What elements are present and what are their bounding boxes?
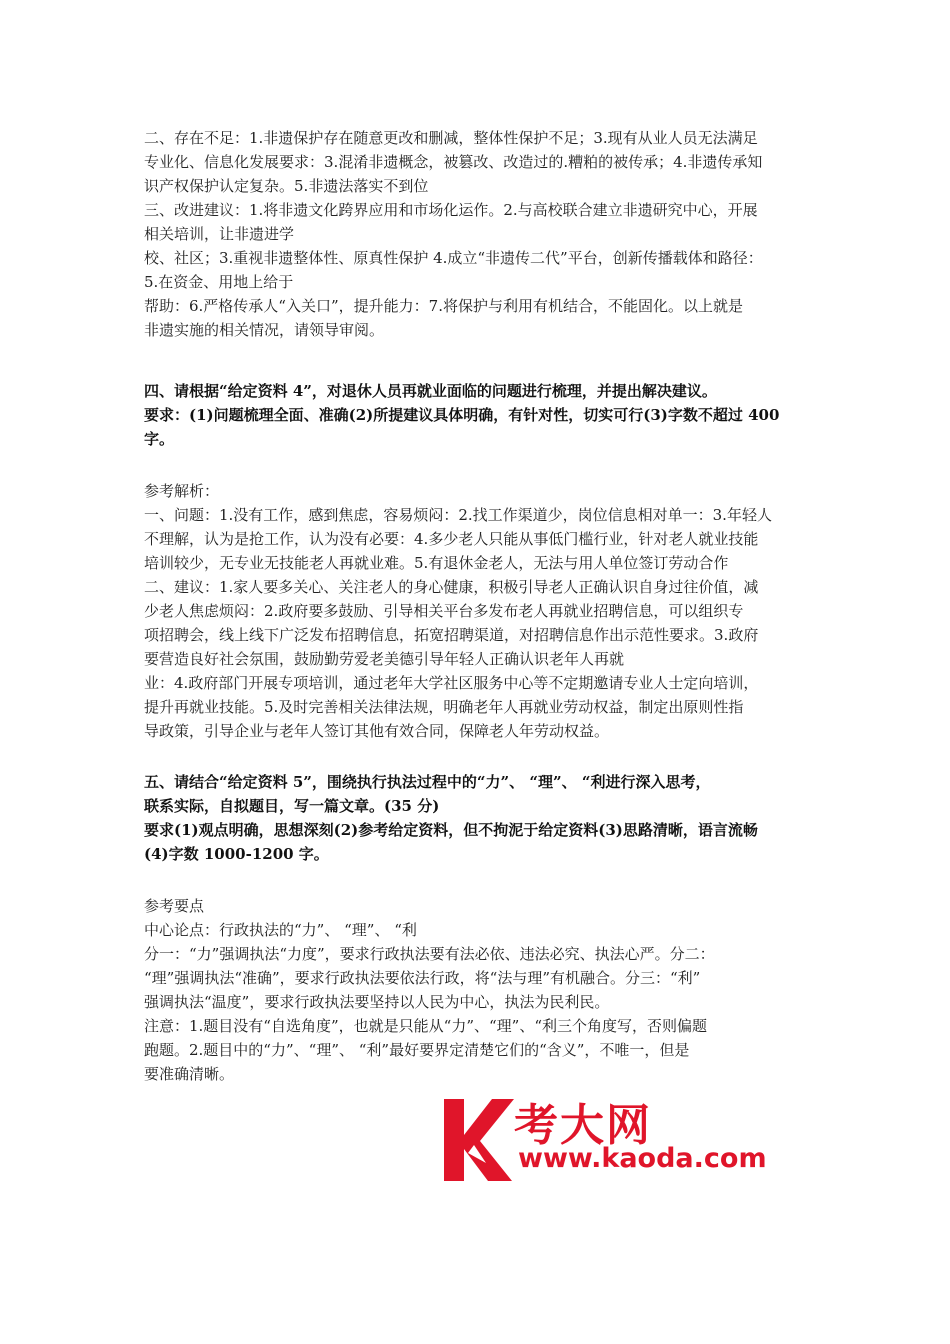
question-requirement: 字。 xyxy=(144,430,175,448)
answer-heading: 参考要点 xyxy=(144,897,205,915)
answer-4 xyxy=(144,479,816,743)
text-line: 不理解，认为是抢工作，认为没有必要：4.多少老人只能从事低门槛行业，针对老人就业技能 xyxy=(144,530,759,548)
text-line: 识产权保护认定复杂。5.非遗法落实不到位 xyxy=(144,177,429,195)
text-line: 注意：1.题目没有“自选角度”，也就是只能从“力”、“理”、“利三个角度写，否则偏题 xyxy=(144,1017,707,1035)
text-line: 项招聘会，线上线下广泛发布招聘信息，拓宽招聘渠道，对招聘信息作出示范性要求。3.政府 xyxy=(144,626,759,644)
text-line: 要营造良好社会氛围，鼓励勤劳爱老美德引导年轻人正确认识老年人再就 xyxy=(144,650,625,668)
kaoda-logo xyxy=(438,1095,768,1185)
text-line: 5.在资金、用地上给于 xyxy=(144,273,294,291)
text-line: 三、改进建议：1.将非遗文化跨界应用和市场化运作。2.与高校联合建立非遗研究中心，开展 xyxy=(144,201,758,219)
question-title: 四、请根据“给定资料 4”，对退休人员再就业面临的问题进行梳理，并提出解决建议。 xyxy=(144,382,717,400)
text-line: 专业化、信息化发展要求：3.混淆非遗概念，被篡改、改造过的.糟粕的被传承；4.非遗传承知 xyxy=(144,153,763,171)
watermark-cn-text: 考大网 xyxy=(514,1100,652,1151)
text-line: 少老人焦虑烦闷：2.政府要多鼓励、引导相关平台多发布老人再就业招聘信息，可以组织专 xyxy=(144,602,744,620)
text-line: 相关培训，让非遗进学 xyxy=(144,225,295,243)
text-line: 培训较少，无专业无技能老人再就业难。5.有退休金老人，无法与用人单位签订劳动合作 xyxy=(144,554,729,572)
watermark-url: www.kaoda.com xyxy=(518,1143,767,1174)
question-title: 联系实际，自拟题目，写一篇文章。(35 分) xyxy=(144,797,440,815)
text-line: 一、问题：1.没有工作，感到焦虑，容易烦闷：2.找工作渠道少，岗位信息相对单一：3.年轻人 xyxy=(144,506,772,524)
text-line: 导政策，引导企业与老年人签订其他有效合同，保障老人年劳动权益。 xyxy=(144,722,610,740)
document-page xyxy=(144,126,816,1086)
question-requirement: 要求：(1)问题梳理全面、准确(2)所提建议具体明确，有针对性，切实可行(3)字数不超过 400 xyxy=(144,406,780,424)
text-line: 业：4.政府部门开展专项培训，通过老年大学社区服务中心等不定期邀请专业人士定向培训， xyxy=(144,674,759,692)
text-line: 分一：“力”强调执法“力度”，要求行政执法要有法必依、违法必究、执法心严。分二： xyxy=(144,945,715,963)
question-5 xyxy=(144,770,816,866)
text-line: 跑题。2.题目中的“力”、“理”、 “利”最好要界定清楚它们的“含义”，不唯一，但是 xyxy=(144,1041,690,1059)
text-line: 二、存在不足：1.非遗保护存在随意更改和删减，整体性保护不足；3.现有从业人员无法满足 xyxy=(144,129,758,147)
question-requirement: 要求(1)观点明确，思想深刻(2)参考给定资料，但不拘泥于给定资料(3)思路清晰，语言流畅 xyxy=(144,821,758,839)
text-line: 非遗实施的相关情况，请领导审阅。 xyxy=(144,321,385,339)
text-line: 帮助：6.严格传承人“入关口”，提升能力：7.将保护与利用有机结合，不能固化。以上就是 xyxy=(144,297,743,315)
question-title: 五、请结合“给定资料 5”，围绕执行执法过程中的“力”、 “理”、 “利进行深入思考， xyxy=(144,773,711,791)
text-line: “理”强调执法“准确”，要求行政执法要依法行政，将“法与理”有机融合。分三：“利” xyxy=(144,969,701,987)
question-requirement: (4)字数 1000-1200 字。 xyxy=(144,845,329,863)
text-line: 中心论点：行政执法的“力”、 “理”、 “利 xyxy=(144,921,417,939)
question-4 xyxy=(144,379,816,451)
k-logo-icon xyxy=(438,1095,518,1185)
section-2-3-text xyxy=(144,126,816,342)
text-line: 要准确清晰。 xyxy=(144,1065,235,1083)
text-line: 二、建议：1.家人要多关心、关注老人的身心健康，积极引导老人正确认识自身过往价值，减 xyxy=(144,578,759,596)
text-line: 提升再就业技能。5.及时完善相关法律法规，明确老年人再就业劳动权益，制定出原则性指 xyxy=(144,698,744,716)
answer-heading: 参考解析： xyxy=(144,482,220,500)
text-line: 强调执法“温度”，要求行政执法要坚持以人民为中心，执法为民利民。 xyxy=(144,993,610,1011)
answer-5 xyxy=(144,894,816,1086)
text-line: 校、社区；3.重视非遗整体性、原真性保护 4.成立“非遗传二代”平台，创新传播载体和路径： xyxy=(144,249,763,267)
